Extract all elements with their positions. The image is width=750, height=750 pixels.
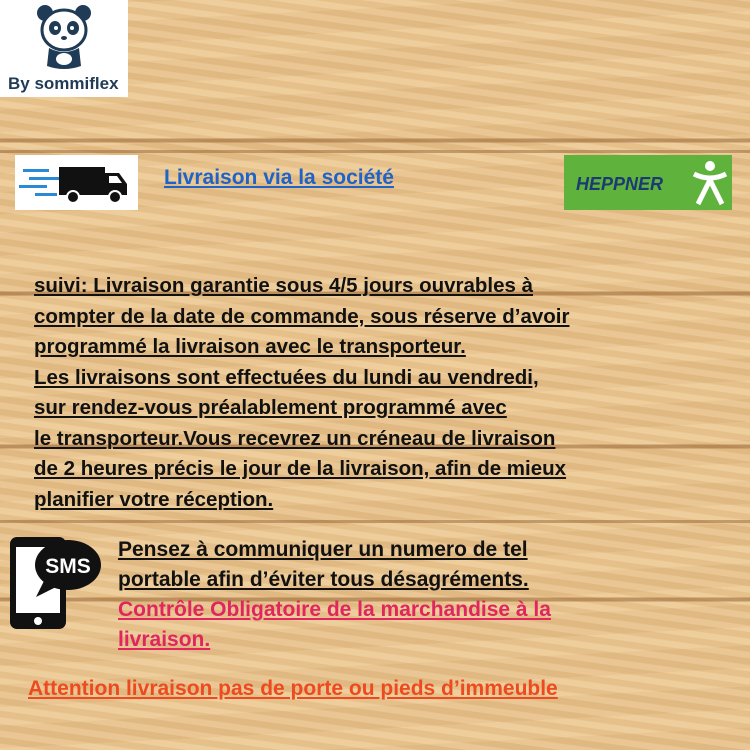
heppner-logo <box>564 155 732 210</box>
wood-plank-seam <box>0 520 750 523</box>
attention-warning: Attention livraison pas de porte ou pieds d’immeuble <box>28 677 558 700</box>
wood-plank-seam <box>0 150 750 153</box>
details-line: planifier votre réception. <box>34 487 274 511</box>
details-line: programmé la livraison avec le transporteur. <box>34 335 466 358</box>
sms-notice <box>118 535 738 655</box>
brand-name: By sommiflex <box>8 74 119 93</box>
truck-panel <box>15 155 138 210</box>
details-line: le transporteur.Vous recevrez un créneau de livraison <box>34 426 556 450</box>
panda-icon <box>36 4 92 70</box>
details-line: suivi: Livraison garantie sous 4/5 jours ouvrables à <box>34 274 534 297</box>
brand-logo <box>0 0 128 97</box>
sms-phone-icon <box>8 533 104 631</box>
delivery-title: Livraison via la société <box>164 166 394 189</box>
sms-icon-label: SMS <box>45 555 91 578</box>
sms-line: Pensez à communiquer un numero de tel <box>118 538 528 561</box>
sms-line: portable afin d’éviter tous désagréments. <box>118 568 529 591</box>
inspection-notice: livraison. <box>118 628 211 651</box>
inspection-notice: Contrôle Obligatoire de la marchandise à la <box>118 598 551 621</box>
details-line: sur rendez-vous préalablement programmé avec <box>34 396 507 419</box>
delivery-truck-icon <box>15 155 138 210</box>
details-line: Les livraisons sont effectuées du lundi au vendredi, <box>34 365 539 389</box>
carrier-name: HEPPNER <box>576 174 664 194</box>
heppner-figure-icon <box>690 158 730 208</box>
details-line: compter de la date de commande, sous réserve d’avoir <box>34 304 570 328</box>
delivery-details <box>34 271 734 515</box>
details-line: de 2 heures précis le jour de la livraison, afin de mieux <box>34 457 567 480</box>
